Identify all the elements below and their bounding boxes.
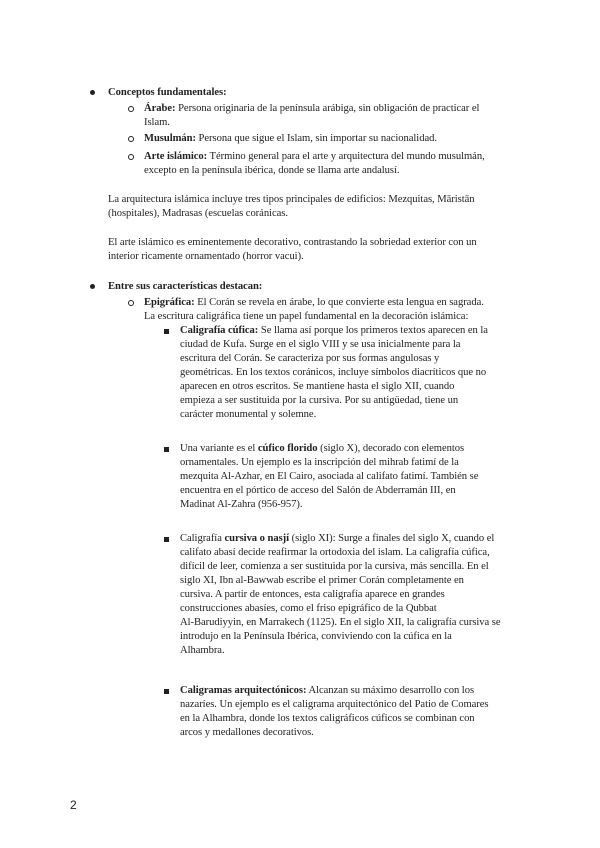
list-item-continuation: excepto en la península ibérica, donde se llama arte andalusí. [144,165,400,176]
section2-heading: Entre sus características destacan: [108,281,263,292]
bullet-square-icon [164,447,169,452]
sub-list-item-line: nazaríes. Un ejemplo es el caligrama arquitectónico del Patio de Comares [180,699,489,710]
sub-list-item: Caligrafía cúfica: Se llama así porque los primeros textos aparecen en la [180,325,488,336]
sub-list-item-line: encuentra en el pórtico de acceso del Salón de Abderramán III, en [180,485,456,496]
bullet-circle-icon [128,136,134,142]
sub-list-item-line: aparecen en otros escritos. Se mantiene hasta el siglo XII, cuando [180,381,455,392]
sub-list-item: Caligramas arquitectónicos: Alcanzan su máximo desarrollo con los [180,685,475,696]
list-item-continuation: La escritura caligráfica tiene un papel fundamental en la decoración islámica: [144,311,469,322]
sub-list-item-line: introdujo en la Península Ibérica, conviviendo con la cúfica en la [180,631,452,642]
bullet-square-icon [164,537,169,542]
sub-list-item-line: arcos y medallones decorativos. [180,727,314,738]
sub-list-item-line: Al-Barudiyyin, en Marrakech (1125). En el siglo XII, la caligrafía cursiva se [180,617,501,628]
bullet-circle-icon [128,154,134,160]
bullet-square-icon [164,329,169,334]
paragraph-line: (hospitales), Madrasas (escuelas coránicas. [108,208,288,219]
sub-list-item-line: difícil de leer, comienza a ser sustituida por la cursiva, más sencilla. En el [180,561,489,572]
sub-list-item-line: geométricas. En los textos coránicos, incluye símbolos diacríticos que no [180,367,487,378]
sub-list-item-line: empieza a ser sustituida por la cursiva. Por su antigüedad, tiene un [180,395,459,406]
sub-list-item-line: siglo XI, Ibn al-Bawwab escribe el primer Corán completamente en [180,575,464,586]
sub-list-item-line: ornamentales. Un ejemplo es la inscripción del mihrab fatimí de la [180,457,459,468]
sub-list-item-line: mezquita Al-Azhar, en El Cairo, asociada al califato fatimí. También se [180,471,479,482]
section1-heading: Conceptos fundamentales: [108,87,227,98]
list-item: Árabe: Persona originaria de la península arábiga, sin obligación de practicar el [144,103,480,114]
paragraph-line: El arte islámico es eminentemente decorativo, contrastando la sobriedad exterior con un [108,237,477,248]
sub-list-item-line: ciudad de Kufa. Surge en el siglo VIII y se usa inicialmente para la [180,339,461,350]
sub-list-item-line: carácter monumental y solemne. [180,409,317,420]
bullet-disc-icon [90,90,95,95]
list-item: Arte islámico: Término general para el arte y arquitectura del mundo musulmán, [144,151,485,162]
sub-list-item-line: califato abasí decide reafirmar la ortodoxia del islam. La caligrafía cúfica, [180,547,490,558]
bullet-circle-icon [128,300,134,306]
list-item: Epigráfica: El Corán se revela en árabe, lo que convierte esta lengua en sagrada. [144,297,484,308]
sub-list-item-line: cursiva. A partir de entonces, esta caligrafía aparece en grandes [180,589,445,600]
sub-list-item: Una variante es el cúfico florido (siglo X), decorado con elementos [180,443,465,454]
sub-list-item-line: construcciones abasíes, como el friso epigráfico de la Qubbat [180,603,437,614]
sub-list-item-line: Madinat Al-Zahra (956-957). [180,499,303,510]
sub-list-item: Caligrafía cursiva o nasjí (siglo XI): Surge a finales del siglo X, cuando el [180,533,495,544]
paragraph-line: interior ricamente ornamentado (horror vacui). [108,251,304,262]
sub-list-item-line: escritura del Corán. Se caracteriza por sus formas angulosas y [180,353,440,364]
list-item: Musulmán: Persona que sigue el Islam, sin importar su nacionalidad. [144,133,437,144]
sub-list-item-line: en la Alhambra, donde los textos caligráficos cúficos se combinan con [180,713,475,724]
bullet-circle-icon [128,106,134,112]
bullet-disc-icon [90,284,95,289]
paragraph-line: La arquitectura islámica incluye tres tipos principales de edificios: Mezquitas, Māristān [108,194,475,205]
list-item-continuation: Islam. [144,117,170,128]
bullet-square-icon [164,689,169,694]
sub-list-item-line: Alhambra. [180,645,225,656]
page-number: 2 [70,798,77,812]
